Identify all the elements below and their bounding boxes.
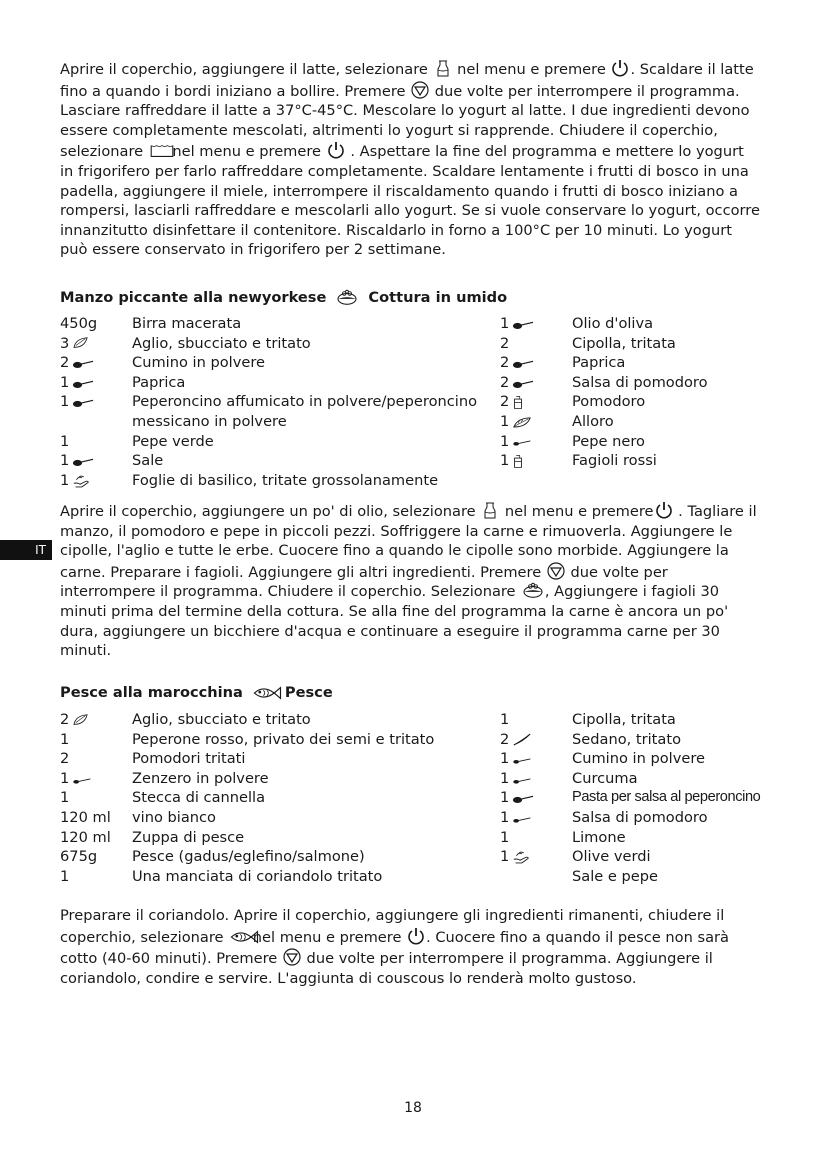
ingredient-quantity <box>500 788 572 808</box>
recipe2-text-segment: Preparare il coriandolo. Aprire il coperchio, aggiungere gli ingredienti rimanenti, chiudere il coperchio, selezionare <box>60 907 725 946</box>
quantity-value: 1 <box>60 730 70 748</box>
ingredient-row <box>500 788 800 808</box>
ingredient-name: Olive verdi <box>572 848 651 866</box>
ingredient-row <box>60 769 480 789</box>
quantity-value: 1 <box>60 769 70 787</box>
tablespoon-icon <box>512 356 532 370</box>
quantity-value: 1 <box>60 789 70 807</box>
ingredient-quantity <box>60 749 132 769</box>
ingredient-quantity <box>60 828 132 848</box>
quantity-value: 3 <box>60 334 70 352</box>
recipe1-text-segment: due volte per interrompere il programma. Chiudere il coperchio. Selezionare <box>60 563 668 601</box>
milk-icon <box>480 500 500 518</box>
ingredient-name: Birra macerata <box>132 315 242 332</box>
teaspoon-icon <box>512 434 532 448</box>
fish-icon <box>251 684 277 702</box>
handful-icon <box>72 474 92 488</box>
quantity-value: 1 <box>500 711 510 728</box>
stew-pot-icon <box>334 289 360 307</box>
ingredient-name: Olio d'oliva <box>572 315 654 332</box>
tablespoon-icon <box>512 317 532 331</box>
ingredient-name: Fagioli rossi <box>572 452 657 470</box>
ingredient-quantity <box>500 392 572 412</box>
ingredient-row <box>500 730 800 750</box>
recipe1-title: Manzo piccante alla newyorkese <box>60 289 327 306</box>
ingredient-row <box>500 710 800 730</box>
ingredient-row <box>60 471 480 491</box>
ingredient-quantity <box>60 471 132 491</box>
ingredient-name: Pasta per salsa al peperoncino <box>572 789 761 806</box>
ingredient-quantity <box>60 769 132 789</box>
ingredient-name: Pepe verde <box>132 432 214 450</box>
recipe1-instructions <box>60 500 760 661</box>
ingredient-name: Curcuma <box>572 769 638 787</box>
handful-icon <box>512 850 532 864</box>
ingredient-row <box>60 867 480 887</box>
tablespoon-icon <box>72 454 92 468</box>
quantity-value: 120 ml <box>60 828 111 846</box>
ingredient-quantity <box>60 808 132 828</box>
ingredient-name: Una manciata di coriandolo tritato <box>132 867 383 885</box>
quantity-value: 1 <box>60 432 70 450</box>
quantity-value: 1 <box>500 412 510 430</box>
recipe1-ingredients-right <box>500 314 780 471</box>
stop-icon <box>282 947 302 965</box>
ingredient-row <box>60 730 480 750</box>
ingredient-row <box>500 867 800 887</box>
quantity-value: 2 <box>500 334 510 352</box>
ingredient-name: Cumino in polvere <box>132 354 265 372</box>
stew-pot-icon <box>520 582 540 600</box>
ingredient-name: Alloro <box>572 412 614 430</box>
ingredient-name: Limone <box>572 828 626 846</box>
quantity-value: 1 <box>60 373 70 391</box>
quantity-value: 2 <box>500 730 510 748</box>
quantity-value: 675g <box>60 848 98 866</box>
garlic-clove-icon <box>72 713 92 727</box>
recipe1-mode-label: Cottura in umido <box>368 289 508 306</box>
ingredient-row <box>60 788 480 808</box>
power-icon <box>654 500 674 518</box>
teaspoon-icon <box>72 772 92 786</box>
quantity-value: 1 <box>500 315 510 332</box>
tablespoon-icon <box>72 376 92 390</box>
ingredient-name: Cumino in polvere <box>572 750 705 768</box>
recipe1-text-segment: . Tagliare il manzo, il pomodoro e pepe in piccoli pezzi. Soffriggere la carne e rimuoverla. Aggiungere le cipolle, l'aglio e tutte le erbe. Cuocere fino a quando le cipolle sono morbide. Aggiungere la carne. Preparare i fagioli. Aggiungere gli altri ingredienti. Premere <box>60 503 757 581</box>
can-icon <box>512 454 532 468</box>
intro-text-segment: nel menu e premere <box>452 61 611 78</box>
power-icon <box>326 140 346 158</box>
ingredient-name: Paprica <box>572 354 626 372</box>
ingredient-name: Aglio, sbucciato e tritato <box>132 711 311 728</box>
tablespoon-icon <box>72 356 92 370</box>
recipe2-instructions <box>60 906 760 988</box>
tablespoon-icon <box>512 376 532 390</box>
language-tab: IT <box>0 540 52 560</box>
ingredient-quantity <box>60 451 132 471</box>
ingredient-row <box>60 828 480 848</box>
ingredient-name: Cipolla, tritata <box>572 334 676 352</box>
ingredient-row <box>500 847 800 867</box>
quantity-value: 1 <box>60 867 70 885</box>
ingredient-name: Zenzero in polvere <box>132 769 269 787</box>
page-number: 18 <box>404 1100 422 1116</box>
ingredient-quantity <box>500 847 572 867</box>
ingredient-quantity <box>500 749 572 769</box>
yogurt-instructions <box>60 58 760 260</box>
quantity-value: 1 <box>500 769 510 787</box>
ingredient-name: Pesce (gadus/eglefino/salmone) <box>132 848 365 866</box>
ingredient-quantity <box>60 392 132 412</box>
recipe1-text-segment: nel menu e premere <box>500 503 654 520</box>
garlic-clove-icon <box>72 336 92 350</box>
ingredient-quantity <box>60 334 132 354</box>
teaspoon-icon <box>512 811 532 825</box>
ingredient-quantity <box>500 334 572 354</box>
quantity-value: 2 <box>500 354 510 372</box>
ingredient-row <box>500 828 800 848</box>
ingredient-row <box>60 847 480 867</box>
quantity-value: 1 <box>500 828 510 846</box>
ingredient-row <box>500 314 780 334</box>
quantity-value: 2 <box>500 373 510 391</box>
recipe1-ingredients-left <box>60 314 480 490</box>
ingredient-name: vino bianco <box>132 808 216 826</box>
tablespoon-icon <box>72 395 92 409</box>
tablespoon-icon <box>512 791 532 805</box>
ingredient-name: Sale <box>132 452 164 470</box>
teaspoon-icon <box>512 752 532 766</box>
ingredient-row <box>60 373 480 393</box>
intro-text-segment: . Scaldare il latte fino a quando i bordi iniziano a bollire. Premere <box>60 61 754 100</box>
ingredient-name: Peperoncino affumicato in polvere/peperoncino messicano in polvere <box>132 393 478 430</box>
leaf-icon <box>512 415 532 429</box>
ingredient-quantity <box>500 314 572 334</box>
ingredient-row <box>500 769 800 789</box>
ingredient-name: Stecca di cannella <box>132 789 266 807</box>
ingredient-quantity <box>500 730 572 750</box>
ingredient-row <box>60 314 480 334</box>
ingredient-row <box>60 710 480 730</box>
ingredient-quantity <box>60 373 132 393</box>
ingredient-quantity <box>60 730 132 750</box>
ingredient-quantity <box>60 847 132 867</box>
ingredient-name: Paprica <box>132 373 186 391</box>
power-icon <box>406 926 426 944</box>
intro-text-segment: due volte per interrompere il programma. Lasciare raffreddare il latte a 37°C-45°C. Mescolare lo yogurt al latte. I due ingredienti devono essere completamente mescolati, altrimenti lo yogurt si rapprende. Chiudere il coperchio, selezionare <box>60 82 750 161</box>
stop-icon <box>410 80 430 98</box>
ingredient-row <box>500 432 780 452</box>
quantity-value: 1 <box>60 393 70 411</box>
ingredient-row <box>500 749 800 769</box>
quantity-value: 450g <box>60 315 98 332</box>
recipe1-text-segment: Aprire il coperchio, aggiungere un po' di olio, selezionare <box>60 503 481 520</box>
recipe2-title: Pesce alla marocchina <box>60 684 243 701</box>
ingredient-name: Pepe nero <box>572 432 645 450</box>
ingredient-quantity <box>60 353 132 373</box>
ingredient-row <box>60 451 480 471</box>
quantity-value: 120 ml <box>60 808 111 826</box>
quantity-value: 1 <box>500 848 510 866</box>
ingredient-name: Salsa di pomodoro <box>572 373 708 391</box>
fish-icon <box>228 928 248 946</box>
ingredient-row <box>500 353 780 373</box>
ingredient-row <box>500 808 800 828</box>
ingredient-quantity <box>500 353 572 373</box>
recipe2-mode-label: Pesce <box>284 684 333 701</box>
ingredient-quantity <box>500 828 572 848</box>
celery-icon <box>512 732 532 746</box>
ingredient-row <box>500 451 780 471</box>
ingredient-quantity <box>60 710 132 730</box>
ingredient-row <box>60 353 480 373</box>
ingredient-quantity <box>500 373 572 393</box>
ingredient-quantity <box>500 432 572 452</box>
quantity-value: 1 <box>500 452 510 470</box>
quantity-value: 1 <box>500 432 510 450</box>
quantity-value: 1 <box>500 789 510 807</box>
ingredient-quantity <box>500 808 572 828</box>
yogurt-icon <box>148 142 168 160</box>
ingredient-row <box>60 808 480 828</box>
power-icon <box>610 58 630 76</box>
intro-text-segment: . Aspettare la fine del programma e mettere lo yogurt in frigorifero per farlo raffreddare completamente. Scaldare lentamente i frutti di bosco in una padella, aggiungere il miele, interrompere il riscaldamento quando i frutti di bosco iniziano a rompersi, lasciarli raffreddare e mescolarli allo yogurt. Se si vuole conservare lo yogurt, occorre innanzitutto disinfettare il contenitore. Riscaldarlo in forno a 100°C per 10 minuti. Lo yogurt può essere conservato in frigorifero per 2 settimane. <box>60 143 760 259</box>
quantity-value: 1 <box>500 750 510 768</box>
ingredient-name: Peperone rosso, privato dei semi e tritato <box>132 730 435 748</box>
intro-text-segment: nel menu e premere <box>167 143 326 161</box>
recipe1-heading <box>60 288 507 308</box>
ingredient-row <box>60 432 480 452</box>
ingredient-quantity <box>500 451 572 471</box>
ingredient-row <box>500 412 780 432</box>
ingredient-quantity <box>60 314 132 334</box>
intro-text-segment: Aprire il coperchio, aggiungere il latte, selezionare <box>60 61 433 78</box>
recipe1-text-segment: , Aggiungere i fagioli 30 minuti prima del termine della cottura. Se alla fine del programma la carne è ancora un po' dura, aggiungere un bicchiere d'acqua e continuare a eseguire il programma carne per 30 minuti. <box>60 583 729 660</box>
recipe2-ingredients-left <box>60 710 480 886</box>
ingredient-quantity <box>60 432 132 452</box>
quantity-value: 1 <box>60 471 70 489</box>
recipe2-heading <box>60 683 333 703</box>
ingredient-row <box>500 373 780 393</box>
ingredient-quantity <box>500 769 572 789</box>
ingredient-quantity <box>500 710 572 730</box>
milk-icon <box>433 58 453 76</box>
ingredient-name: Aglio, sbucciato e tritato <box>132 334 311 352</box>
can-icon <box>512 395 532 409</box>
ingredient-name: Salsa di pomodoro <box>572 808 708 826</box>
ingredient-name: Pomodori tritati <box>132 750 246 768</box>
ingredient-row <box>60 392 480 431</box>
ingredient-name: Sedano, tritato <box>572 730 681 748</box>
quantity-value: 2 <box>60 711 70 728</box>
ingredient-row <box>500 392 780 412</box>
recipe2-text-segment: . Cuocere fino a quando il pesce non sarà cotto (40-60 minuti). Premere <box>60 928 729 968</box>
ingredient-name: Zuppa di pesce <box>132 828 245 846</box>
ingredient-quantity <box>60 867 132 887</box>
ingredient-row <box>60 749 480 769</box>
quantity-value: 2 <box>60 750 70 768</box>
stop-icon <box>546 561 566 579</box>
ingredient-quantity <box>500 412 572 432</box>
quantity-value: 1 <box>60 452 70 470</box>
recipe2-ingredients-right <box>500 710 800 886</box>
ingredient-name: Foglie di basilico, tritate grossolanamente <box>132 471 439 489</box>
quantity-value: 2 <box>500 393 510 411</box>
ingredient-name: Sale e pepe <box>572 867 658 885</box>
quantity-value: 2 <box>60 354 70 372</box>
ingredient-quantity <box>60 788 132 808</box>
quantity-value: 1 <box>500 808 510 826</box>
ingredient-row <box>500 334 780 354</box>
ingredient-row <box>60 334 480 354</box>
teaspoon-icon <box>512 772 532 786</box>
ingredient-name: Cipolla, tritata <box>572 711 676 728</box>
recipe2-text-segment: nel menu e premere <box>248 928 407 946</box>
ingredient-name: Pomodoro <box>572 393 646 411</box>
recipe2-text-segment: due volte per interrompere il programma. Aggiungere il coriandolo, condire e servire. L'aggiunta di couscous lo renderà molto gustoso. <box>60 950 713 987</box>
